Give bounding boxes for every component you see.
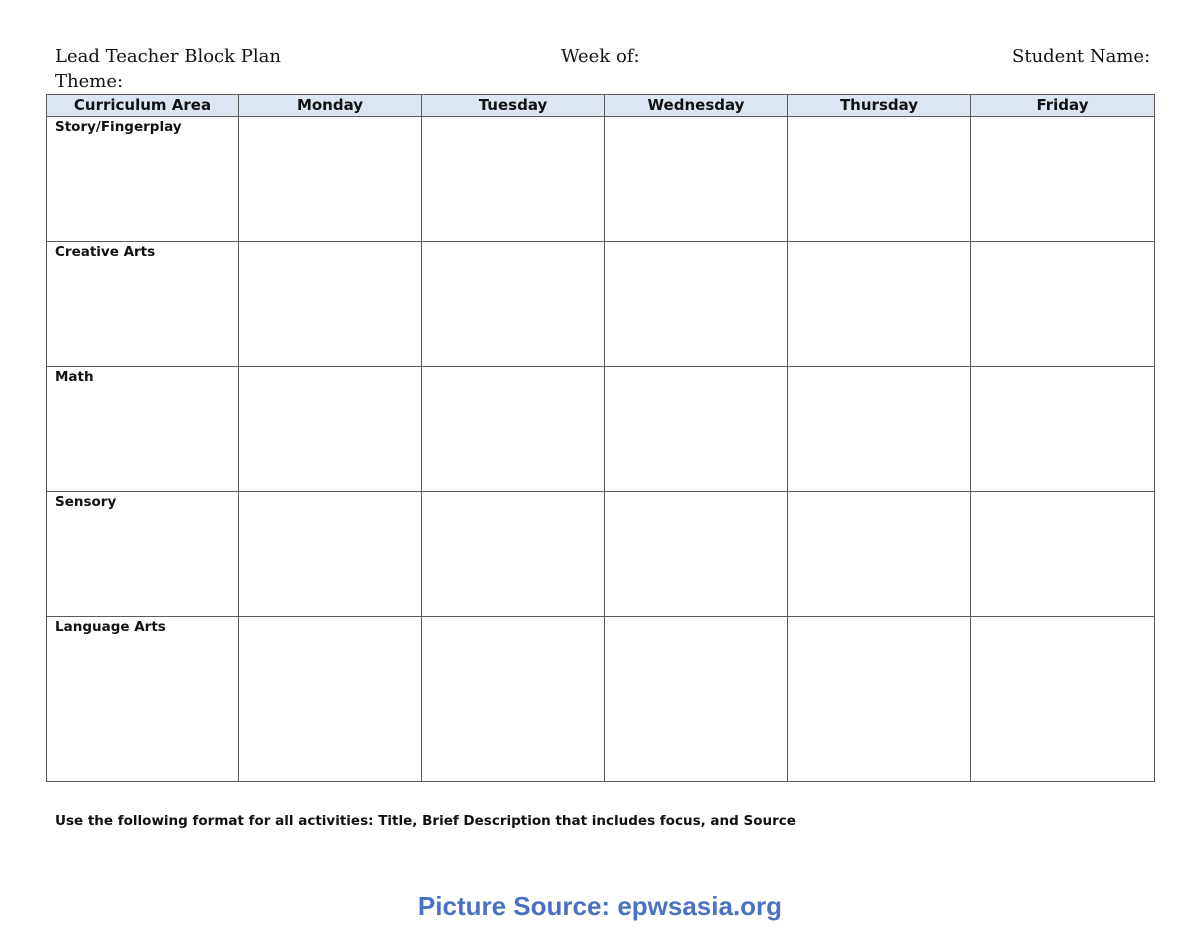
plan-cell[interactable]	[788, 242, 971, 367]
week-of-label: Week of:	[561, 46, 640, 67]
plan-cell[interactable]	[971, 242, 1155, 367]
table-row	[47, 367, 1155, 492]
row-label-math: Math	[47, 367, 239, 492]
plan-cell[interactable]	[239, 617, 422, 782]
plan-cell[interactable]	[239, 367, 422, 492]
plan-cell[interactable]	[239, 117, 422, 242]
plan-cell[interactable]	[605, 242, 788, 367]
plan-cell[interactable]	[422, 617, 605, 782]
block-plan-table	[46, 94, 1155, 782]
plan-cell[interactable]	[788, 617, 971, 782]
table-row	[47, 242, 1155, 367]
column-header-curriculum-area: Curriculum Area	[47, 95, 239, 117]
plan-cell[interactable]	[422, 117, 605, 242]
plan-cell[interactable]	[971, 492, 1155, 617]
column-header-wednesday: Wednesday	[605, 95, 788, 117]
row-label-creative-arts: Creative Arts	[47, 242, 239, 367]
column-header-friday: Friday	[971, 95, 1155, 117]
row-label-language-arts: Language Arts	[47, 617, 239, 782]
plan-cell[interactable]	[605, 617, 788, 782]
format-instructions: Use the following format for all activities: Title, Brief Description that includes focus, and Source	[55, 813, 796, 829]
plan-cell[interactable]	[422, 367, 605, 492]
plan-cell[interactable]	[605, 117, 788, 242]
row-label-story-fingerplay: Story/Fingerplay	[47, 117, 239, 242]
plan-cell[interactable]	[788, 492, 971, 617]
plan-cell[interactable]	[971, 367, 1155, 492]
plan-cell[interactable]	[971, 617, 1155, 782]
document-title: Lead Teacher Block Plan	[55, 46, 281, 67]
plan-cell[interactable]	[788, 367, 971, 492]
plan-cell[interactable]	[239, 242, 422, 367]
plan-cell[interactable]	[422, 492, 605, 617]
plan-cell[interactable]	[239, 492, 422, 617]
table-header-row	[47, 95, 1155, 117]
plan-cell[interactable]	[605, 492, 788, 617]
plan-cell[interactable]	[788, 117, 971, 242]
column-header-thursday: Thursday	[788, 95, 971, 117]
row-label-sensory: Sensory	[47, 492, 239, 617]
table-row	[47, 117, 1155, 242]
table-row	[47, 617, 1155, 782]
theme-label: Theme:	[55, 71, 124, 92]
table-row	[47, 492, 1155, 617]
plan-cell[interactable]	[422, 242, 605, 367]
column-header-monday: Monday	[239, 95, 422, 117]
column-header-tuesday: Tuesday	[422, 95, 605, 117]
picture-source-caption: Picture Source: epwsasia.org	[417, 891, 783, 921]
student-name-label: Student Name:	[1012, 46, 1151, 67]
plan-cell[interactable]	[605, 367, 788, 492]
plan-cell[interactable]	[971, 117, 1155, 242]
